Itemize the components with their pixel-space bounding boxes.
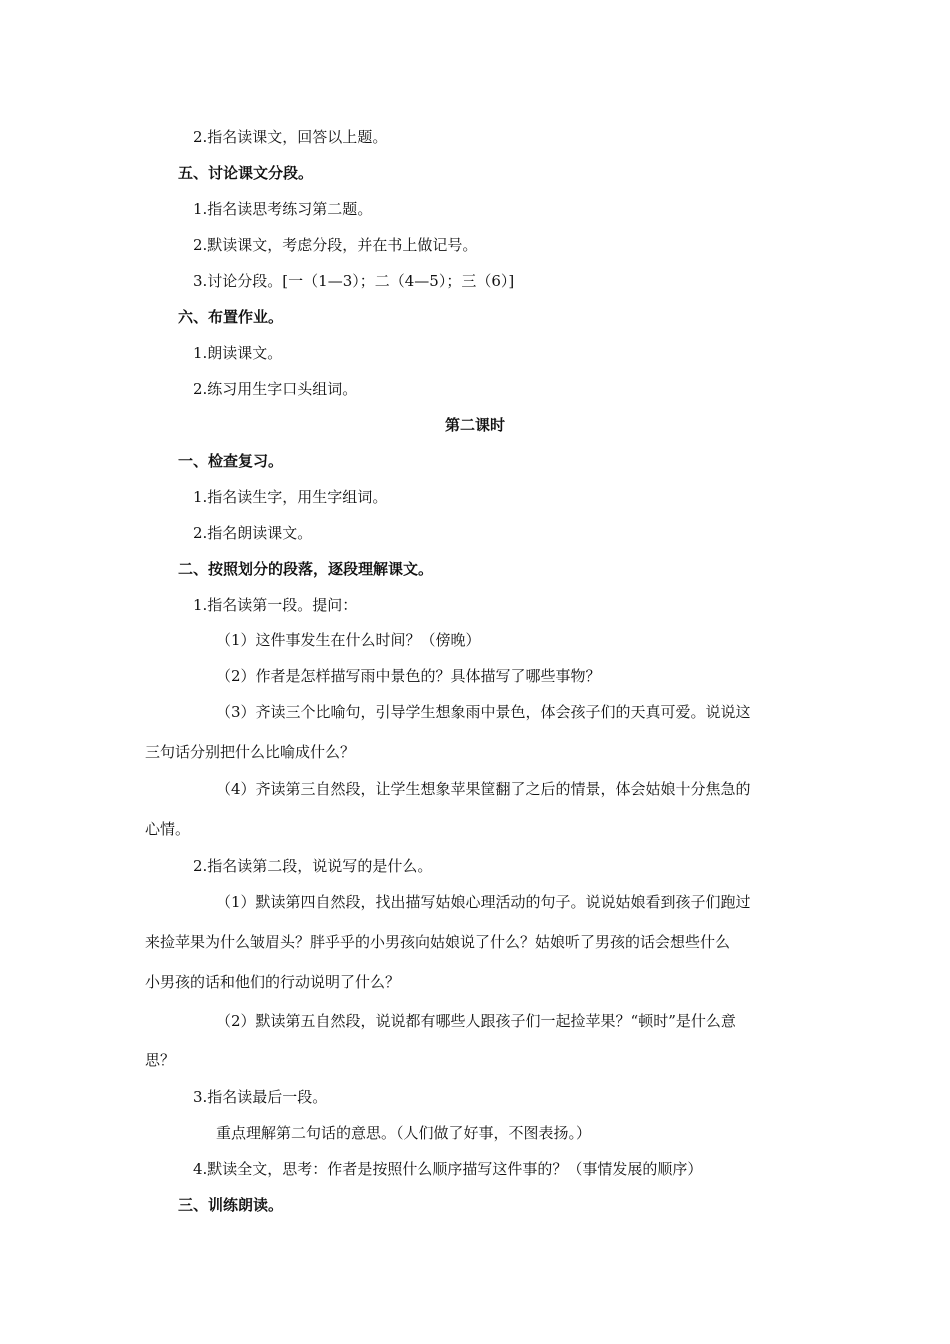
text-line: 三句话分别把什么比喻成什么？: [145, 743, 356, 761]
text-line: 2.默读课文，考虑分段，并在书上做记号。: [193, 236, 478, 254]
text-line: 4.默读全文，思考：作者是按照什么顺序描写这件事的？（事情发展的顺序）: [193, 1160, 703, 1178]
section-heading: 二、按照划分的段落，逐段理解课文。: [178, 560, 434, 578]
text-line: 1.指名读思考练习第二题。: [193, 200, 373, 218]
section-heading: 三、训练朗读。: [178, 1196, 284, 1214]
lesson-title: 第二课时: [444, 416, 505, 434]
text-line: 1.指名读生字，用生字组词。: [193, 488, 388, 506]
text-line: 2.指名朗读课文。: [193, 524, 313, 542]
text-line: （2）作者是怎样描写雨中景色的？具体描写了哪些事物？: [216, 667, 601, 685]
text-line: 1.指名读第一段。提问：: [193, 596, 358, 614]
text-line: 3.指名读最后一段。: [193, 1088, 328, 1106]
text-line: 来捡苹果为什么皱眉头？胖乎乎的小男孩向姑娘说了什么？姑娘听了男孩的话会想些什么: [145, 933, 731, 951]
text-line: （1）这件事发生在什么时间？（傍晚）: [216, 631, 481, 649]
text-line: 小男孩的话和他们的行动说明了什么？: [145, 973, 401, 991]
text-line: 重点理解第二句话的意思。（人们做了好事，不图表扬。）: [216, 1124, 592, 1142]
text-line: （1）默读第四自然段，找出描写姑娘心理活动的句子。说说姑娘看到孩子们跑过: [216, 893, 751, 911]
text-line: 2.练习用生字口头组词。: [193, 380, 358, 398]
text-line: 心情。: [145, 820, 191, 838]
section-heading: 五、讨论课文分段。: [178, 164, 314, 182]
text-line: 3.讨论分段。[一（1—3）；二（4—5）；三（6）]: [193, 272, 515, 290]
text-line: （2）默读第五自然段，说说都有哪些人跟孩子们一起捡苹果？“顿时”是什么意: [216, 1012, 736, 1030]
text-line: 2.指名读课文，回答以上题。: [193, 128, 388, 146]
text-line: 思？: [145, 1051, 176, 1069]
text-line: 1.朗读课文。: [193, 344, 283, 362]
section-heading: 六、布置作业。: [178, 308, 284, 326]
text-line: （4）齐读第三自然段，让学生想象苹果筐翻了之后的情景，体会姑娘十分焦急的: [216, 780, 751, 798]
section-heading: 一、检查复习。: [178, 452, 284, 470]
text-line: 2.指名读第二段，说说写的是什么。: [193, 857, 433, 875]
text-line: （3）齐读三个比喻句，引导学生想象雨中景色，体会孩子们的天真可爱。说说这: [216, 703, 751, 721]
